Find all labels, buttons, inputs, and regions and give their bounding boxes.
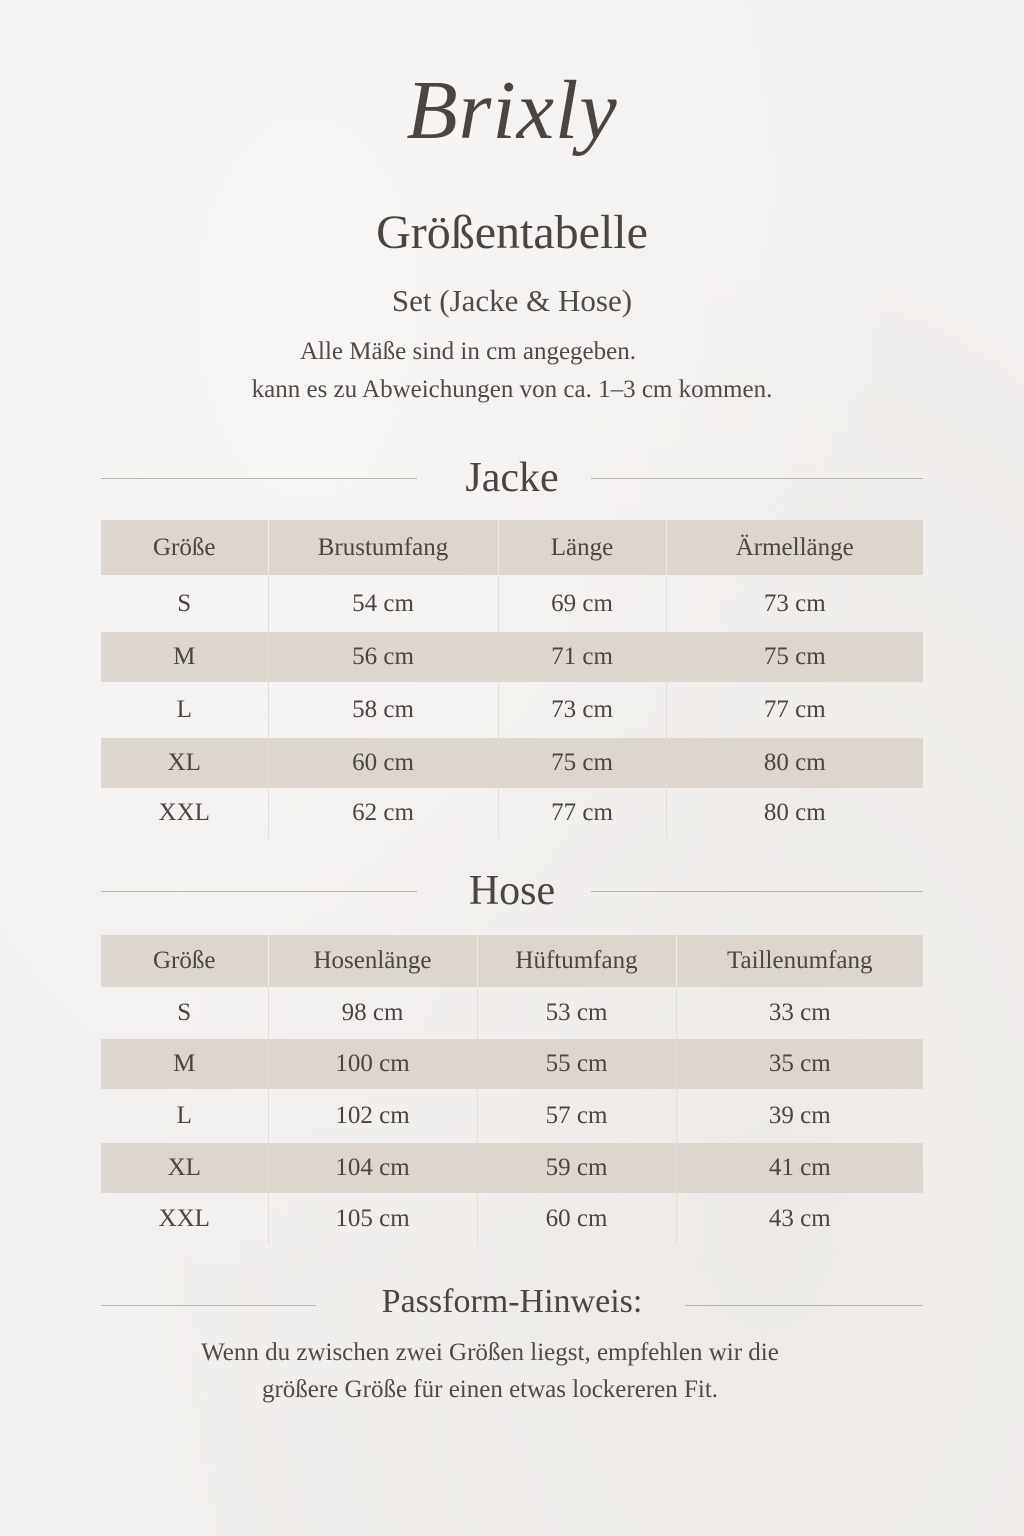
table-row — [101, 1089, 923, 1143]
column-header: Hosenlänge — [268, 935, 477, 987]
column-header: Länge — [498, 520, 666, 575]
size-cell: XXL — [101, 1193, 268, 1245]
value-cell: 54 cm — [268, 575, 498, 632]
table-row — [101, 1143, 923, 1193]
table-header-row — [101, 935, 923, 987]
value-cell: 59 cm — [477, 1143, 676, 1193]
size-cell: S — [101, 575, 268, 632]
fit-hint-line: größere Größe für einen etwas lockereren Fit. — [261, 1376, 719, 1403]
jacke-size-table — [101, 520, 923, 838]
brand-logo: Brixly — [406, 64, 618, 157]
value-cell: 73 cm — [763, 589, 826, 617]
size-cell: S — [101, 987, 268, 1039]
column-header: Ärmellänge — [666, 520, 923, 575]
page-subtitle: Set (Jacke & Hose) — [391, 283, 633, 318]
value-cell: 80 cm — [763, 799, 826, 826]
value-cell: 100 cm — [268, 1039, 477, 1089]
column-header: Hüftumfang — [477, 935, 676, 987]
size-cell: XXL — [101, 788, 268, 838]
value-cell: 102 cm — [268, 1089, 477, 1143]
size-cell: L — [101, 1089, 268, 1143]
value-cell: 35 cm — [676, 1039, 923, 1089]
table-row — [101, 1039, 923, 1089]
fit-hint-line: Wenn du zwischen zwei Größen liegst, empfehlen wir die — [201, 1339, 779, 1366]
value-cell: 43 cm — [768, 1205, 831, 1232]
value-cell: 77 cm — [763, 696, 826, 723]
value-cell: 57 cm — [477, 1089, 676, 1143]
column-header: Größe — [101, 520, 268, 575]
value-cell: 60 cm — [268, 738, 498, 788]
value-cell: 104 cm — [268, 1143, 477, 1193]
value-cell: 73 cm — [498, 682, 666, 738]
table-row — [101, 738, 923, 788]
value-cell: 55 cm — [477, 1039, 676, 1089]
value-cell: 77 cm — [498, 788, 666, 838]
table-row — [101, 575, 923, 632]
value-cell: 69 cm — [498, 575, 666, 632]
value-cell: 75 cm — [666, 632, 923, 682]
column-header: Größe — [101, 935, 268, 987]
value-cell: 105 cm — [268, 1193, 477, 1245]
table-header-row — [101, 520, 923, 575]
hose-size-table — [101, 935, 923, 1245]
jacke-heading: Jacke — [465, 455, 559, 501]
jacke-section-heading — [101, 454, 923, 504]
value-cell: 80 cm — [666, 738, 923, 788]
hose-heading: Hose — [468, 868, 556, 914]
size-cell: XL — [101, 1143, 268, 1193]
column-header: Taillenumfang — [676, 935, 923, 987]
value-cell: 75 cm — [498, 738, 666, 788]
table-row — [101, 682, 923, 738]
value-cell: 58 cm — [268, 682, 498, 738]
value-cell: 62 cm — [268, 788, 498, 838]
value-cell: 33 cm — [768, 999, 831, 1026]
value-cell: 53 cm — [477, 987, 676, 1039]
page-title: Größentabelle — [376, 206, 648, 259]
size-cell: M — [101, 632, 268, 682]
size-cell: L — [101, 682, 268, 738]
measurement-note: Alle Mäße sind in cm angegeben. — [299, 338, 636, 365]
hose-section-heading — [101, 867, 923, 917]
value-cell: 60 cm — [477, 1193, 676, 1245]
deviation-note: kann es zu Abweichungen von ca. 1–3 cm kommen. — [251, 376, 773, 403]
table-row — [101, 632, 923, 682]
fit-hint-title: Passform-Hinweis: — [381, 1283, 643, 1320]
column-header: Brustumfang — [268, 520, 498, 575]
value-cell: 41 cm — [676, 1143, 923, 1193]
value-cell: 71 cm — [498, 632, 666, 682]
size-cell: XL — [101, 738, 268, 788]
fit-hint-text — [0, 1334, 980, 1408]
value-cell: 98 cm — [268, 987, 477, 1039]
table-row — [101, 1193, 923, 1245]
size-cell: M — [101, 1039, 268, 1089]
value-cell: 39 cm — [768, 1102, 831, 1129]
table-row — [101, 987, 923, 1039]
value-cell: 56 cm — [268, 632, 498, 682]
fit-hint-heading — [101, 1281, 923, 1331]
table-row — [101, 788, 923, 838]
